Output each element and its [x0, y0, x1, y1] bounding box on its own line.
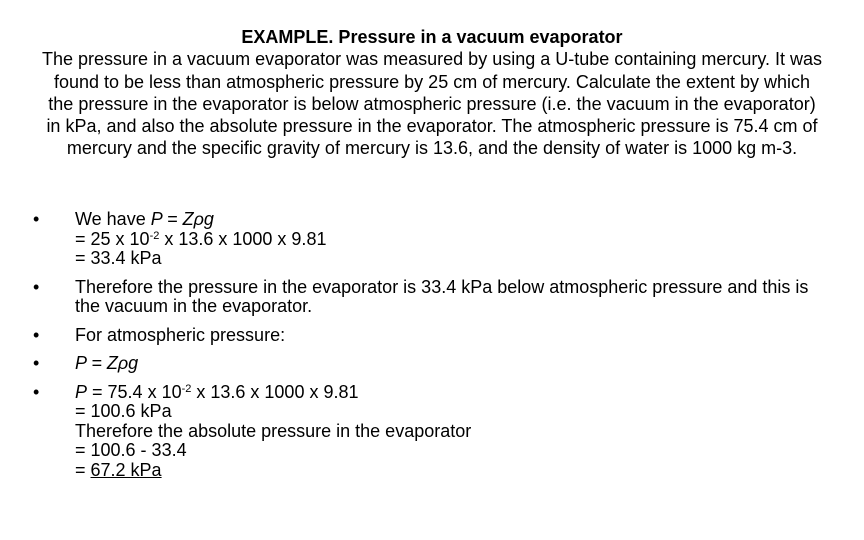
exponent: -2 [181, 382, 192, 395]
list-item [33, 383, 833, 481]
list-item [33, 278, 833, 317]
solution-line [75, 230, 833, 250]
bullet-marker: • [33, 324, 40, 345]
list-item [33, 210, 833, 269]
solution-line: Therefore the absolute pressure in the evaporator [75, 420, 472, 441]
bullet-marker: • [33, 381, 40, 402]
solution-line [75, 461, 833, 481]
step-heading: For atmospheric pressure: [75, 324, 286, 345]
final-answer: 67.2 kPa [90, 459, 162, 480]
solution-list [33, 210, 833, 489]
pressure-variable: P [75, 381, 88, 402]
vacuum-result: = 33.4 kPa [75, 248, 162, 268]
calc-text: x 13.6 x 1000 x 9.81 [159, 228, 327, 249]
bullet-marker: • [33, 209, 40, 229]
line-prefix: = [75, 459, 91, 480]
bullet-marker: • [33, 353, 40, 373]
solution-line: = 100.6 - 33.4 [75, 440, 187, 460]
calc-text: x 13.6 x 1000 x 9.81 [191, 381, 359, 402]
solution-line [75, 210, 833, 230]
problem-text: The pressure in a vacuum evaporator was measured by using a U-tube containing mercury. It was found to be less than atmospheric pressure by 25 cm of mercury. Calculate the extent by which the pressure in the evaporator is below atmospheric pressure (i.e. the vacuum in the evaporator) in kPa, and also the absolute pressure in the evaporator. The atmospheric pressure is 75.4 cm of mercury and the specific gravity of mercury is 13.6, and the density of water is 1000 kg m-3. [41, 49, 823, 159]
solution-line [75, 383, 833, 403]
calc-text: = 75.4 x 10 [87, 381, 182, 402]
pressure-formula: P = Zρg [75, 353, 139, 373]
problem-statement [40, 26, 824, 160]
line-prefix: We have [75, 209, 151, 229]
exponent: -2 [149, 229, 160, 242]
pressure-formula: P = Zρg [150, 209, 214, 229]
example-title: EXAMPLE. Pressure in a vacuum evaporator [241, 27, 623, 47]
list-item [33, 354, 833, 374]
bullet-marker: • [33, 276, 40, 297]
atmospheric-result: = 100.6 kPa [75, 401, 172, 421]
conclusion-text: Therefore the pressure in the evaporator is 33.4 kPa below atmospheric pressure and this is the vacuum in the evaporator. [75, 276, 809, 316]
calc-text: = 25 x 10 [75, 228, 150, 249]
list-item [33, 326, 833, 346]
